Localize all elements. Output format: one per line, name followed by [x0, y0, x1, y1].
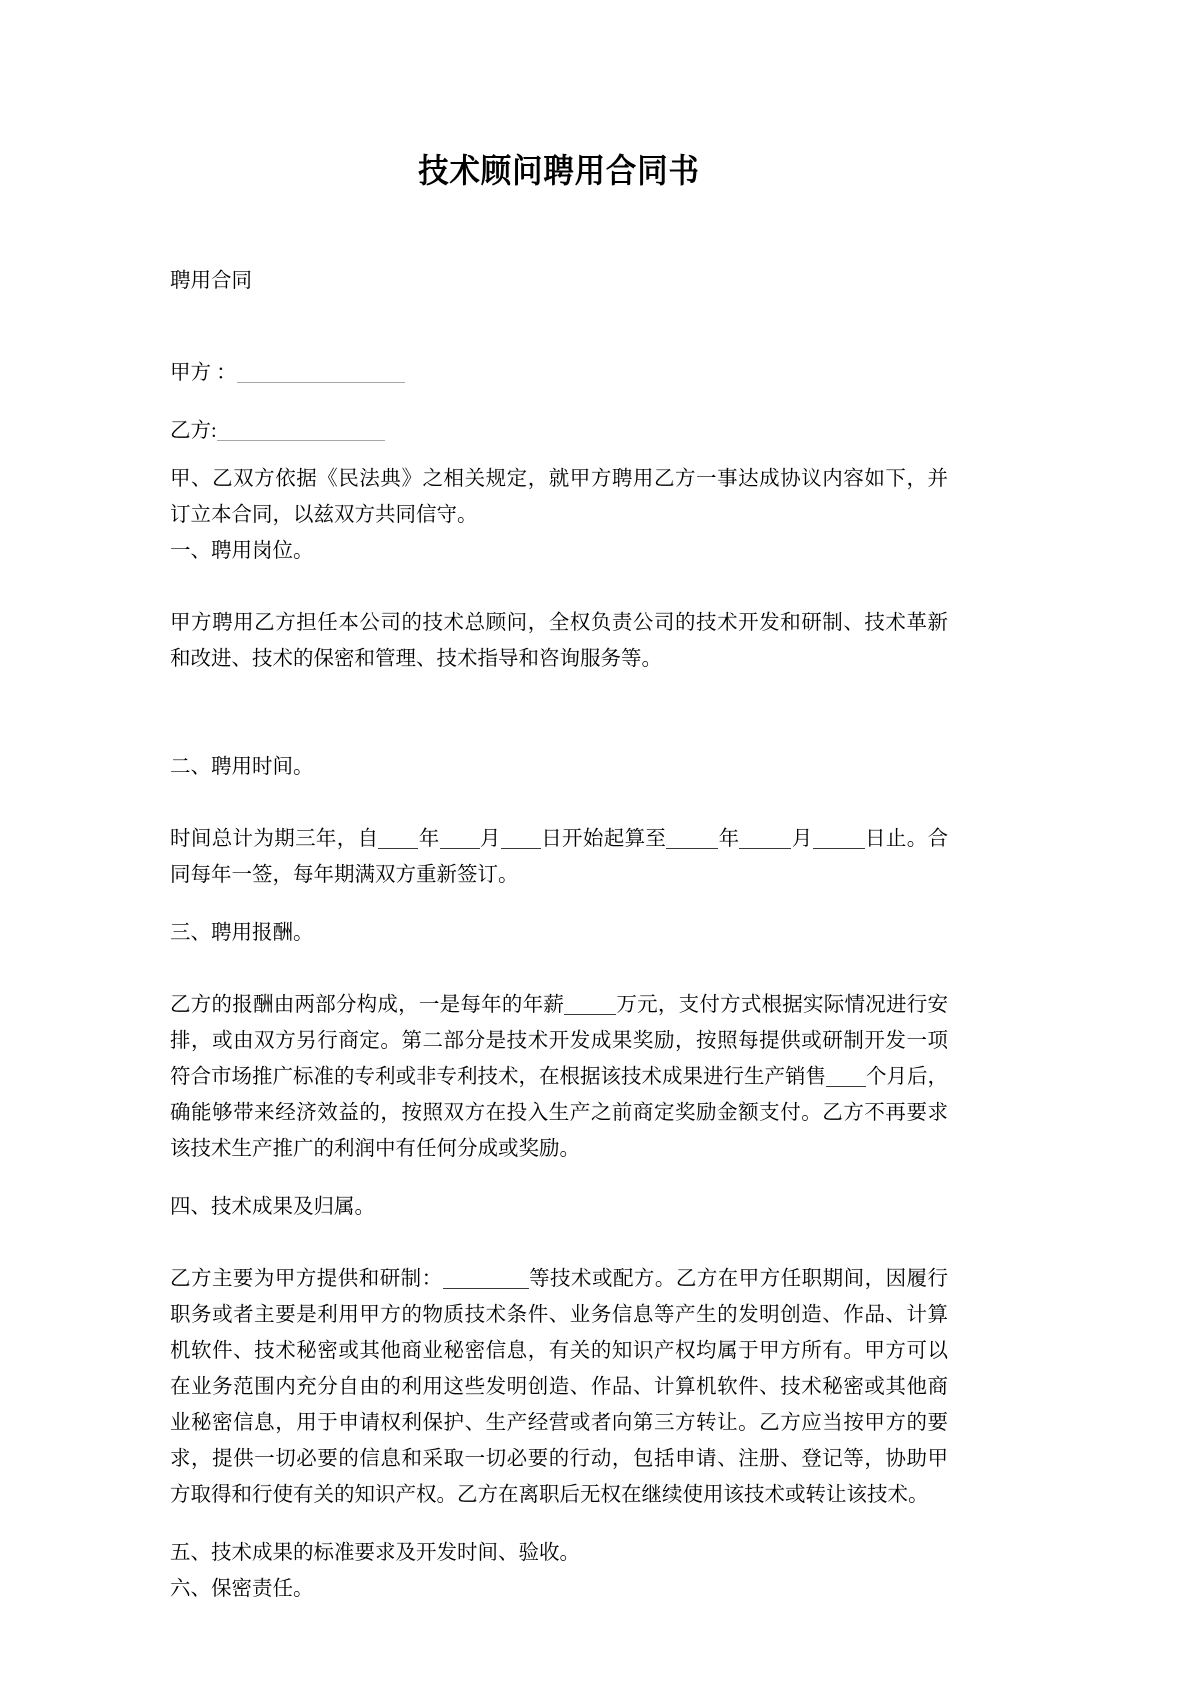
party-b-blank[interactable]	[217, 420, 385, 440]
end-year-blank[interactable]	[666, 828, 718, 848]
section-4-body	[170, 1261, 948, 1513]
section-4-text-1: 乙方主要为甲方提供和研制：	[170, 1268, 443, 1291]
section-6-heading: 六、保密责任。	[170, 1578, 314, 1601]
section-4-text-2: 等技术或配方。乙方在甲方任职期间，因履行职务或者主要是利用甲方的物质技术条件、业务信息等产生的发明创造、作品、计算机软件、技术秘密或其他商业秘密信息，有关的知识产权均属于甲方所有。甲方可以在业务范围内充分自由的利用这些发明创造、作品、计算机软件、技术秘密或其他商业秘密信息，用于申请权利保护、生产经营或者向第三方转让。乙方应当按甲方的要求，提供一切必要的信息和采取一切必要的行动，包括申请、注册、登记等，协助甲方取得和行使有关的知识产权。乙方在离职后无权在继续使用该技术或转让该技术。	[170, 1268, 949, 1507]
section-4-heading: 四、技术成果及归属。	[170, 1196, 375, 1219]
section-3-body	[170, 987, 948, 1167]
section-3-text-3: 个月后，确能够带来经济效益的，按照双方在投入生产之前商定奖励金额支付。乙方不再要求该技术生产推广的利润中有任何分成或奖励。	[170, 1066, 948, 1161]
section-2-text-7: 日止。合同每年一签，每年期满双方重新签订。	[170, 828, 949, 887]
section-1-heading: 一、聘用岗位。	[170, 540, 314, 563]
end-month-blank[interactable]	[739, 828, 791, 848]
section-2-text-4: 日开始起算至	[540, 828, 667, 851]
preamble-paragraph: 甲、乙双方依据《民法典》之相关规定，就甲方聘用乙方一事达成协议内容如下，并订立本合同，以兹双方共同信守。	[170, 468, 948, 527]
end-day-blank[interactable]	[813, 828, 865, 848]
document-body	[170, 0, 948, 1607]
section-2-heading: 二、聘用时间。	[170, 756, 314, 779]
technology-formula-blank[interactable]	[443, 1268, 529, 1288]
party-b-line	[170, 413, 948, 449]
section-5-heading: 五、技术成果的标准要求及开发时间、验收。	[170, 1542, 580, 1565]
party-a-label: 甲方 ：	[170, 362, 237, 385]
section-2-text-5: 年	[718, 828, 740, 851]
section-3-text-2: 万元，支付方式根据实际情况进行安排，或由双方另行商定。第二部分是技术开发成果奖励，按照每提供或研制开发一项符合市场推广标准的专利或非专利技术，在根据该技术成果进行生产销售	[170, 994, 949, 1089]
party-b-label: 乙方:	[170, 420, 217, 443]
party-a-blank[interactable]	[237, 362, 405, 382]
section-3-text-1: 乙方的报酬由两部分构成，一是每年的年薪	[170, 994, 565, 1017]
sales-months-blank[interactable]	[826, 1066, 866, 1086]
section-2-text-6: 月	[791, 828, 813, 851]
party-a-line	[170, 355, 948, 391]
start-year-blank[interactable]	[378, 828, 418, 848]
section-1-body: 甲方聘用乙方担任本公司的技术总顾问，全权负责公司的技术开发和研制、技术革新和改进、技术的保密和管理、技术指导和咨询服务等。	[170, 612, 948, 671]
start-month-blank[interactable]	[440, 828, 480, 848]
annual-salary-blank[interactable]	[564, 994, 616, 1014]
document-subtitle: 聘用合同	[170, 270, 252, 293]
section-2-body	[170, 821, 948, 893]
section-2-text-3: 月	[479, 828, 501, 851]
section-2-text-1: 时间总计为期三年，自	[170, 828, 379, 851]
section-3-heading: 三、聘用报酬。	[170, 922, 314, 945]
section-2-text-2: 年	[418, 828, 440, 851]
page-title: 技术顾问聘用合同书	[418, 152, 700, 189]
start-day-blank[interactable]	[501, 828, 541, 848]
